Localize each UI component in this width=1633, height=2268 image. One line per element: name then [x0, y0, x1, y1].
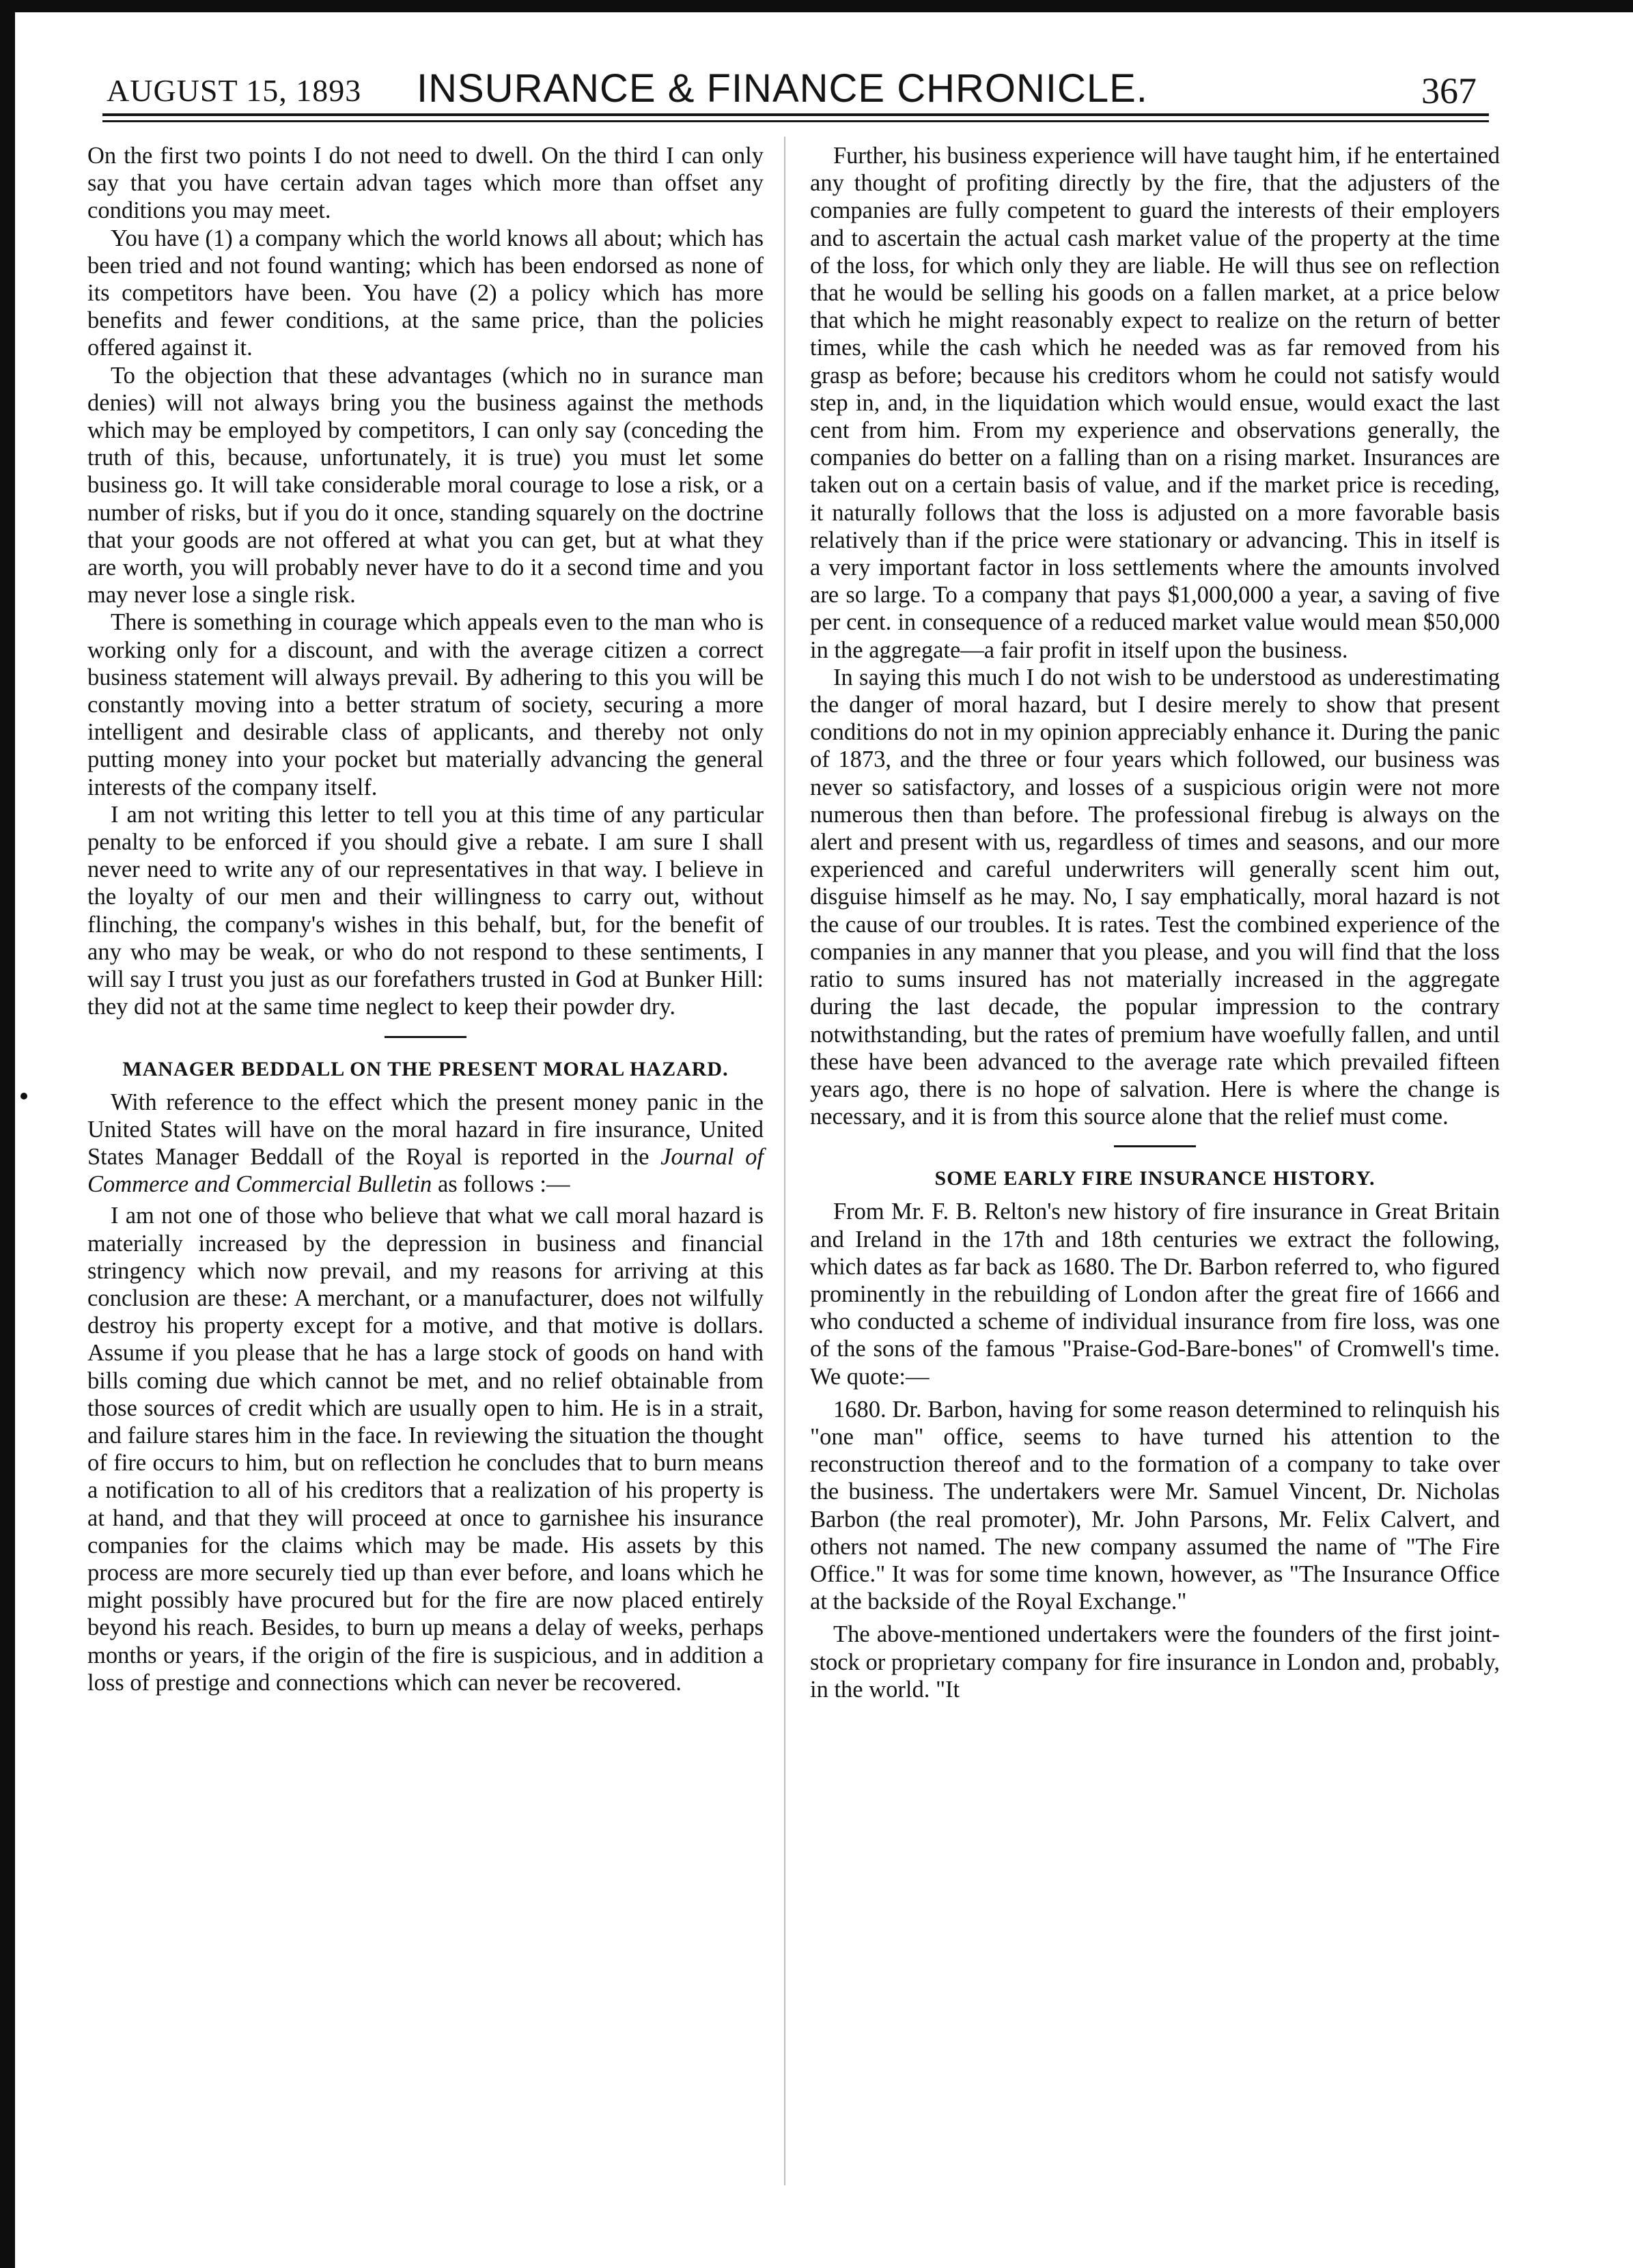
paragraph: Further, his business experience will have taught him, if he entertained any thought of profiting directly by the fire, that the adjusters of the companies are fully competent to guard the interests of their employers and to ascertain the actual cash market value of the property at the time of the loss, for which only they are liable. He will thus see on reflection that he would be selling his goods on a fallen market, at a price below that which he might reasonably expect to realize on the return of better times, while the cash which he needed was as far removed from his grasp as before; because his creditors whom he could not satisfy would step in, and, in the liquidation which would ensue, would exact the last cent from him. From my experience and observations generally, the companies do better on a falling than on a rising market. Insurances are taken out on a certain basis of value, and if the market price is receding, it naturally follows that the loss is adjusted on a more favorable basis relatively than if the price were stationary or advancing. This in itself is a very important factor in loss settlements where the amounts involved are so large. To a company that pays $1,000,000 a year, a saving of five per cent. in consequence of a reduced market value would mean $50,000 in the aggregate—a fair profit in itself upon the business. — [810, 143, 1500, 663]
paragraph: I am not writing this letter to tell you at this time of any particular penalty to be enforced if you should give a rebate. I am sure I shall never need to write any of our representatives in that way. I believe in the loyalty of our men and their willingness to carry out, without flinching, the company's wishes in this behalf, but, for the benefit of any who may be weak, or who do not respond to these sentiments, I will say I trust you just as our forefathers trusted in God at Bunker Hill: they did not at the same time neglect to keep their powder dry. — [87, 801, 764, 1020]
paragraph: The above-mentioned undertakers were the founders of the first joint-stock or proprietary company for fire insurance in London and, probably, in the world. "It — [810, 1621, 1500, 1703]
paragraph-text: With reference to the effect which the present money panic in the United States will have on the moral hazard in fire insurance, United States Manager Beddall of the Royal is reported in the — [87, 1089, 764, 1170]
right-column — [810, 142, 1500, 1703]
article-heading: MANAGER BEDDALL ON THE PRESENT MORAL HAZARD. — [122, 1057, 729, 1080]
margin-dot — [20, 1093, 27, 1100]
paragraph: 1680. Dr. Barbon, having for some reason determined to relinquish his "one man" office, seems to have turned his attention to the reconstruction thereof and to the formation of a company to take over the business. The undertakers were Mr. Samuel Vincent, Dr. Nicholas Barbon (the real promoter), Mr. John Parsons, Mr. Felix Calvert, and others not named. The new company assumed the name of "The Fire Office." It was for some time known, however, as "The Insurance Office at the backside of the Royal Exchange." — [810, 1396, 1500, 1615]
running-header — [102, 66, 1489, 111]
journal-title: Journal of Commerce and Commercial Bulletin — [87, 1143, 764, 1198]
paragraph: There is something in courage which appeals even to the man who is working only for a discount, and with the average citizen a correct business statement will always prevail. By adhering to this you will be constantly moving into a better stratum of society, securing a more intelligent and desirable class of applicants, and thereby not only putting money into your pocket but materially advancing the general interests of the company itself. — [87, 609, 764, 800]
column-divider — [784, 137, 785, 2185]
scan-left-edge — [0, 0, 15, 2268]
section-rule — [385, 1036, 466, 1038]
article-heading: SOME EARLY FIRE INSURANCE HISTORY. — [934, 1167, 1376, 1190]
header-rule — [102, 120, 1489, 122]
paragraph: From Mr. F. B. Relton's new history of fire insurance in Great Britain and Ireland in the 17th and 18th centuries we extract the following, which dates as far back as 1680. The Dr. Barbon referred to, who figured prominently in the rebuilding of London after the great fire of 1666 and who conducted a scheme of individual insurance from fire loss, was one of the sons of the famous "Praise-God-Bare-bones" of Cromwell's time. We quote:— — [810, 1199, 1500, 1390]
header-date: AUGUST 15, 1893 — [107, 73, 362, 108]
paragraph — [87, 1089, 764, 1199]
header-rule — [102, 113, 1489, 116]
paragraph: On the first two points I do not need to dwell. On the third I can only say that you have certain advan tages which more than offset any conditions you may meet. — [87, 143, 764, 224]
paragraph: To the objection that these advantages (which no in surance man denies) will not always bring you the business against the methods which may be employed by competitors, I can only say (conceding the truth of this, because, unfortunately, it is true) you must let some business go. It will take considerable moral courage to lose a risk, or a number of risks, but if you do it once, standing squarely on the doctrine that your goods are not offered at what you can get, but at what they are worth, you will probably never have to do it a second time and you may never lose a single risk. — [87, 362, 764, 608]
paragraph-text: as follows :— — [432, 1171, 570, 1198]
page-number: 367 — [1421, 70, 1477, 111]
paragraph: In saying this much I do not wish to be understood as underestimating the danger of moral hazard, but I desire merely to show that present conditions do not in my opinion appreciably enhance it. During the panic of 1873, and the three or four years which followed, our business was never so satisfactory, and losses of a suspicious origin were not more numerous then than before. The professional firebug is always on the alert and present with us, regardless of times and seasons, and our more experienced and careful underwriters will generally scent him out, disguise himself as he may. No, I say emphatically, moral hazard is not the cause of our troubles. It is rates. Test the combined experience of the companies in any manner that you please, and you will find that the loss ratio to sums insured has not materially increased in the aggregate during the last decade, the popular impression to the contrary notwithstanding, but the rates of premium have woefully fallen, and until these have been advanced to the average rate which prevailed fifteen years ago, there is no hope of salvation. Here is where the change is necessary, and it is from this source alone that the relief must come. — [810, 664, 1500, 1130]
publication-title: INSURANCE & FINANCE CHRONICLE. — [417, 66, 1148, 111]
paragraph: You have (1) a company which the world knows all about; which has been tried and not found wanting; which has been endorsed as none of its competitors have been. You have (2) a policy which has more benefits and fewer conditions, at the same price, than the policies offered against it. — [87, 225, 764, 361]
paragraph: I am not one of those who believe that what we call moral hazard is materially increased by the depression in business and financial stringency which now prevail, and my reasons for arriving at this conclusion are these: A merchant, or a manufacturer, does not wilfully destroy his property except for a motive, and that motive is dollars. Assume if you please that he has a large stock of goods on hand with bills coming due which cannot be met, and no relief obtainable from those sources of credit which are usually open to him. He is in a strait, and failure stares him in the face. In reviewing the situation the thought of fire occurs to him, but on reflection he concludes that to burn means a notification to all of his creditors that a realization of his property is at hand, and that they will proceed at once to garnishee his insurance companies for the claims which may be made. His assets by this process are more securely tied up than ever before, and loans which he might possibly have procured but for the fire are now placed entirely beyond his reach. Besides, to burn up means a delay of weeks, perhaps months or years, if the origin of the fire is suspicious, and in addition a loss of prestige and connections which can never be recovered. — [87, 1203, 764, 1696]
left-column — [87, 142, 764, 1696]
section-rule — [1114, 1145, 1196, 1147]
scan-top-edge — [0, 0, 1633, 12]
